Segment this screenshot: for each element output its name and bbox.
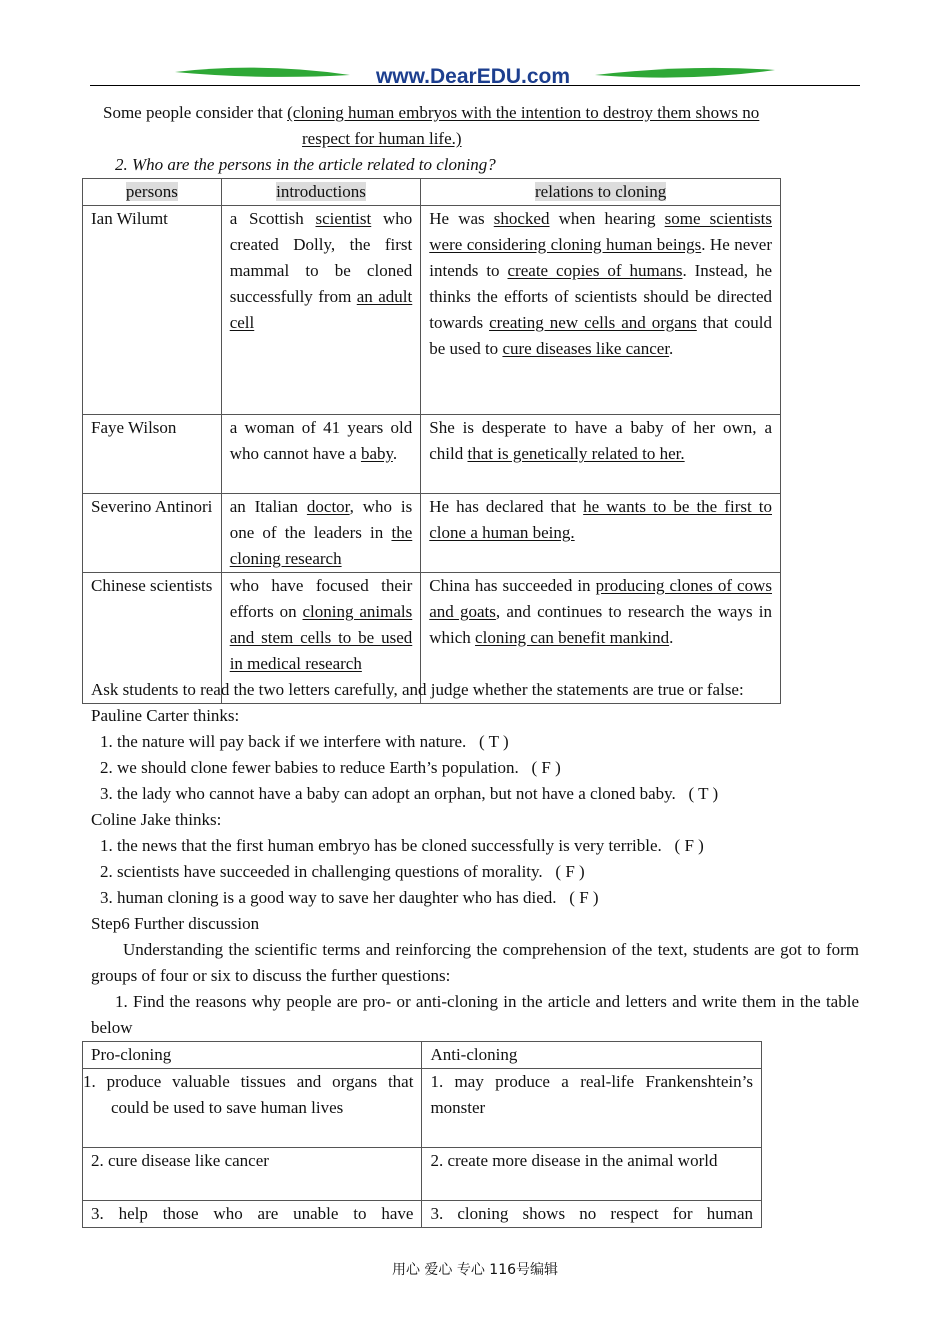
col-header-relations: relations to cloning xyxy=(534,182,667,201)
anti-cell: 1. may produce a real-life Frankenshtein’s monster xyxy=(422,1069,762,1148)
table-row xyxy=(83,415,781,494)
intro-line-2 xyxy=(302,126,462,152)
coline-item-1: 1. the news that the first human embryo has be cloned successfully is very terrible. ( F ) xyxy=(100,836,704,855)
text-run: who have focused their efforts on xyxy=(229,576,413,621)
person-cell: Faye Wilson xyxy=(83,415,222,494)
text-run: who created Dolly, the first mammal to be cloned successfully from xyxy=(229,209,413,306)
text-run: She is desperate to have a baby of her own, a child xyxy=(429,418,772,463)
underlined-phrase: doctor xyxy=(306,497,350,516)
pauline-item-2: 2. we should clone fewer babies to reduce Earth’s population. ( F ) xyxy=(100,758,561,777)
pro-anti-header xyxy=(83,1042,762,1069)
question-2: 2. Who are the persons in the article related to cloning? xyxy=(115,155,496,174)
text-run: that could be used to xyxy=(429,313,773,358)
underlined-phrase: cloning can benefit mankind xyxy=(475,628,670,647)
text-run: when hearing xyxy=(549,209,665,228)
pro-anti-table xyxy=(82,1041,762,1228)
text-run: China has succeeded in xyxy=(429,576,596,595)
underlined-phrase: producing clones of cows and goats xyxy=(429,576,772,621)
text-run: . xyxy=(392,444,398,463)
intro-line-1 xyxy=(103,100,759,126)
logo-text: www.DearEDU.com xyxy=(375,65,571,88)
underlined-phrase: he wants to be the first to clone a human being. xyxy=(429,497,772,542)
pro-cell: 1. produce valuable tissues and organs that could be used to save human lives xyxy=(83,1069,422,1148)
persons-table xyxy=(82,178,781,704)
anti-cell: 3. cloning shows no respect for human xyxy=(422,1201,762,1228)
text-run: a Scottish xyxy=(229,209,316,228)
text-run: an Italian xyxy=(229,497,307,516)
table-row xyxy=(83,1069,762,1148)
step6-paragraph: Understanding the scientific terms and reinforcing the comprehension of the text, students are got to form groups of four or six to discuss the further questions: xyxy=(91,940,859,985)
text-run: . He never intends to xyxy=(429,235,772,280)
underlined-phrase: scientist xyxy=(315,209,372,228)
relation-cell xyxy=(421,494,781,573)
person-cell: Severino Antinori xyxy=(83,494,222,573)
col-header-persons: persons xyxy=(125,182,178,201)
underlined-phrase: cure diseases like cancer xyxy=(502,339,670,358)
step6-title: Step6 Further discussion xyxy=(91,914,260,933)
ask-instruction: Ask students to read the two letters carefully, and judge whether the statements are true or false: xyxy=(91,680,744,699)
intro-cell xyxy=(221,415,421,494)
logo-left-swoosh xyxy=(175,68,350,77)
anti-cell: 2. create more disease in the animal world xyxy=(422,1148,762,1201)
underlined-phrase: some scientists were considering cloning human beings xyxy=(429,209,772,254)
underlined-phrase: shocked xyxy=(493,209,550,228)
col-header-pro: Pro-cloning xyxy=(83,1042,422,1069)
text-run: , and continues to research the ways in which xyxy=(429,602,772,647)
pauline-item-3: 3. the lady who cannot have a baby can adopt an orphan, but not have a cloned baby. ( T ) xyxy=(100,784,719,803)
pro-cell: 3. help those who are unable to have xyxy=(83,1201,422,1228)
text-run: He has declared that xyxy=(429,497,584,516)
table-row xyxy=(83,494,781,573)
coline-heading: Coline Jake thinks: xyxy=(91,810,222,829)
relation-cell xyxy=(421,206,781,415)
text-run: . xyxy=(669,628,674,647)
pauline-item-1: 1. the nature will pay back if we interfere with nature. ( T ) xyxy=(100,732,509,751)
table-row xyxy=(83,1201,762,1228)
underlined-phrase: that is genetically related to her. xyxy=(467,444,685,463)
underlined-phrase: an adult cell xyxy=(229,287,413,332)
table-row xyxy=(83,1148,762,1201)
header-rule xyxy=(90,85,860,86)
text-run: , who is one of the leaders in xyxy=(229,497,413,542)
logo-right-swoosh xyxy=(595,68,775,78)
col-header-introductions: introductions xyxy=(276,182,366,201)
coline-item-2: 2. scientists have succeeded in challenging questions of morality. ( F ) xyxy=(100,862,585,881)
underlined-phrase: create copies of humans xyxy=(507,261,683,280)
intro-lead: Some people consider that xyxy=(103,103,288,122)
coline-item-3: 3. human cloning is a good way to save her daughter who has died. ( F ) xyxy=(100,888,599,907)
person-cell: Ian Wilumt xyxy=(83,206,222,415)
intro-cell xyxy=(221,206,421,415)
text-run: He was xyxy=(429,209,494,228)
underlined-phrase: the cloning research xyxy=(229,523,413,568)
underlined-phrase: baby xyxy=(360,444,393,463)
col-header-anti: Anti-cloning xyxy=(422,1042,762,1069)
underlined-phrase: creating new cells and organs xyxy=(489,313,697,332)
intro-quote-2: respect for human life.) xyxy=(302,129,462,148)
pauline-heading: Pauline Carter thinks: xyxy=(91,706,240,725)
intro-cell xyxy=(221,494,421,573)
text-run: . Instead, he thinks the efforts of scientists should be directed towards xyxy=(429,261,772,332)
text-run: a woman of 41 years old who cannot have a xyxy=(229,418,413,463)
text-run: . xyxy=(669,339,674,358)
person-cell: Chinese scientists xyxy=(83,573,222,704)
underlined-phrase: cloning animals and stem cells to be used in medical research xyxy=(229,602,413,673)
intro-quote-1: (cloning human embryos with the intention to destroy them shows no xyxy=(287,103,760,122)
page-footer: 用心 爱心 专心 116号编辑 xyxy=(391,1262,559,1278)
pro-cell: 2. cure disease like cancer xyxy=(83,1148,422,1201)
step6-question-1: 1. Find the reasons why people are pro- or anti-cloning in the article and letters and write them in the table below xyxy=(91,992,859,1037)
relation-cell xyxy=(421,415,781,494)
persons-table-header xyxy=(83,179,781,206)
table-row xyxy=(83,206,781,415)
